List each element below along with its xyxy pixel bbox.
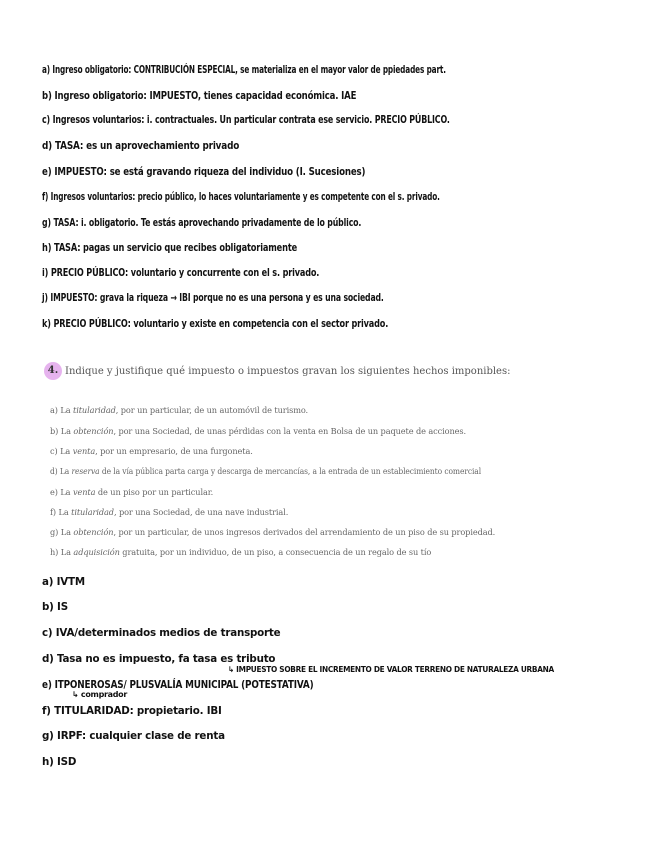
- note-i: i) PRECIO PÚBLICO: voluntario y concurrente con el s. privado.: [42, 267, 320, 279]
- note-j: j) IMPUESTO: grava la riqueza → IBI porque no es una persona y es una sociedad.: [42, 292, 384, 304]
- answer-g: g) IRPF: cualquier clase de renta: [42, 730, 225, 742]
- item-g: g) La obtención, por un particular, de unos ingresos derivados del arrendamiento de un piso de su propiedad.: [50, 527, 496, 537]
- item-c: c) La venta, por un empresario, de una furgoneta.: [50, 446, 253, 456]
- answer-h: h) ISD: [42, 756, 77, 768]
- answer-d: d) Tasa no es impuesto, fa tasa es tributo: [42, 653, 276, 665]
- question-heading: [44, 362, 510, 380]
- note-c: c) Ingresos voluntarios: i. contractuales. Un particular contrata ese servicio. PRECIO PÚBLICO.: [42, 114, 450, 126]
- answer-b: b) IS: [42, 601, 68, 613]
- item-h: h) La adquisición gratuita, por un individuo, de un piso, a consecuencia de un regalo de su tío: [50, 547, 432, 557]
- note-h: h) TASA: pagas un servicio que recibes obligatoriamente: [42, 242, 298, 254]
- note-d: d) TASA: es un aprovechamiento privado: [42, 140, 240, 152]
- note-k: k) PRECIO PÚBLICO: voluntario y existe en competencia con el sector privado.: [42, 318, 389, 330]
- item-d: d) La reserva de la vía pública parta carga y descarga de mercancías, a la entrada de un establecimiento comercial: [50, 466, 482, 476]
- answer-e-note: ↳ IMPUESTO SOBRE EL INCREMENTO DE VALOR TERRENO DE NATURALEZA URBANA: [228, 665, 554, 674]
- question-number-badge: 4.: [44, 362, 62, 380]
- item-a: a) La titularidad, por un particular, de un automóvil de turismo.: [50, 405, 309, 415]
- note-g: g) TASA: i. obligatorio. Te estás aprovechando privadamente de lo público.: [42, 217, 362, 229]
- answer-a: a) IVTM: [42, 576, 85, 588]
- note-e: e) IMPUESTO: se está gravando riqueza del individuo (I. Sucesiones): [42, 166, 366, 178]
- answer-e-sub: ↳ comprador: [72, 690, 128, 699]
- answer-f: f) TITULARIDAD: propietario. IBI: [42, 705, 222, 717]
- item-f: f) La titularidad, por una Sociedad, de una nave industrial.: [50, 507, 289, 517]
- note-f: f) Ingresos voluntarios: precio público, lo haces voluntariamente y es competente con el s. privado.: [42, 191, 440, 203]
- note-a: a) Ingreso obligatorio: CONTRIBUCIÓN ESPECIAL, se materializa en el mayor valor de ppiedades part.: [42, 64, 446, 76]
- note-b: b) Ingreso obligatorio: IMPUESTO, tienes capacidad económica. IAE: [42, 90, 357, 102]
- item-b: b) La obtención, por una Sociedad, de unas pérdidas con la venta en Bolsa de un paquete de acciones.: [50, 426, 466, 436]
- answer-e: e) ITPONEROSAS/ PLUSVALÍA MUNICIPAL (POTESTATIVA): [42, 679, 314, 691]
- answer-c: c) IVA/determinados medios de transporte: [42, 627, 281, 639]
- item-e: e) La venta de un piso por un particular.: [50, 487, 214, 497]
- question-text: Indique y justifique qué impuesto o impuestos gravan los siguientes hechos imponibles:: [65, 365, 511, 377]
